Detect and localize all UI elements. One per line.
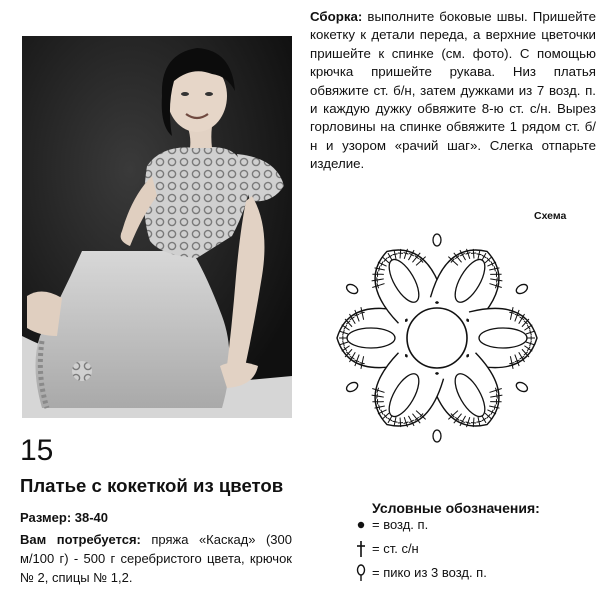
center-ring bbox=[407, 308, 467, 368]
picot bbox=[345, 381, 359, 394]
materials-label: Вам потребуется: bbox=[20, 532, 141, 547]
model-photo bbox=[22, 36, 292, 418]
legend-title: Условные обозначения: bbox=[372, 500, 540, 516]
model-photo-illustration bbox=[22, 36, 292, 418]
model-title: Платье с кокеткой из цветов bbox=[20, 475, 284, 496]
picot bbox=[433, 430, 441, 442]
model-number: 15 bbox=[20, 434, 54, 467]
flower-diagram bbox=[316, 214, 558, 458]
picot-loop bbox=[345, 283, 359, 296]
picot bbox=[515, 283, 529, 296]
model-size: Размер: 38-40 bbox=[20, 510, 109, 525]
assembly-instructions bbox=[310, 8, 596, 174]
picot-loop bbox=[515, 283, 529, 296]
picot-loop bbox=[433, 430, 441, 442]
picot bbox=[515, 381, 529, 394]
legend-item-chain bbox=[356, 516, 428, 534]
picot-icon bbox=[356, 564, 366, 582]
materials-value: пряжа «Каскад» (300 м/100 г) - 500 г серебристого цвета, крючок № 2, спицы № 1,2. bbox=[20, 532, 292, 585]
assembly-text: выполните боковые швы. Пришейте кокетку к детали переда, а верхние цветочки пришейте к спинке (см. фото). С помощью крючка пришейте рукава. Низ платья обвяжите ст. б/н, затем дужками из 7 возд. п. и каждую дужку обвяжите 8-ю ст. с/н. Вырез горловины на спинке обвяжите 1 рядом ст. б/н и узором «рачий шаг». Слегка отпарьте изделие. bbox=[310, 9, 596, 172]
crochet-scheme bbox=[316, 214, 558, 458]
picot-loop bbox=[433, 234, 441, 246]
legend-item-text: = возд. п. bbox=[372, 517, 429, 532]
legend-item-text: = ст. с/н bbox=[372, 541, 419, 556]
picot-loop bbox=[515, 381, 529, 394]
legend-item-picot bbox=[356, 564, 487, 582]
scheme-label: Схема bbox=[534, 210, 567, 222]
picot-loop bbox=[345, 381, 359, 394]
picot bbox=[433, 234, 441, 246]
dot-icon bbox=[356, 517, 366, 533]
legend-item-text: = пико из 3 возд. п. bbox=[372, 565, 487, 580]
legend-item-dc bbox=[356, 540, 419, 558]
dagger-icon bbox=[356, 540, 366, 558]
materials-text bbox=[20, 530, 292, 587]
assembly-heading: Сборка: bbox=[310, 9, 363, 24]
picot bbox=[345, 283, 359, 296]
